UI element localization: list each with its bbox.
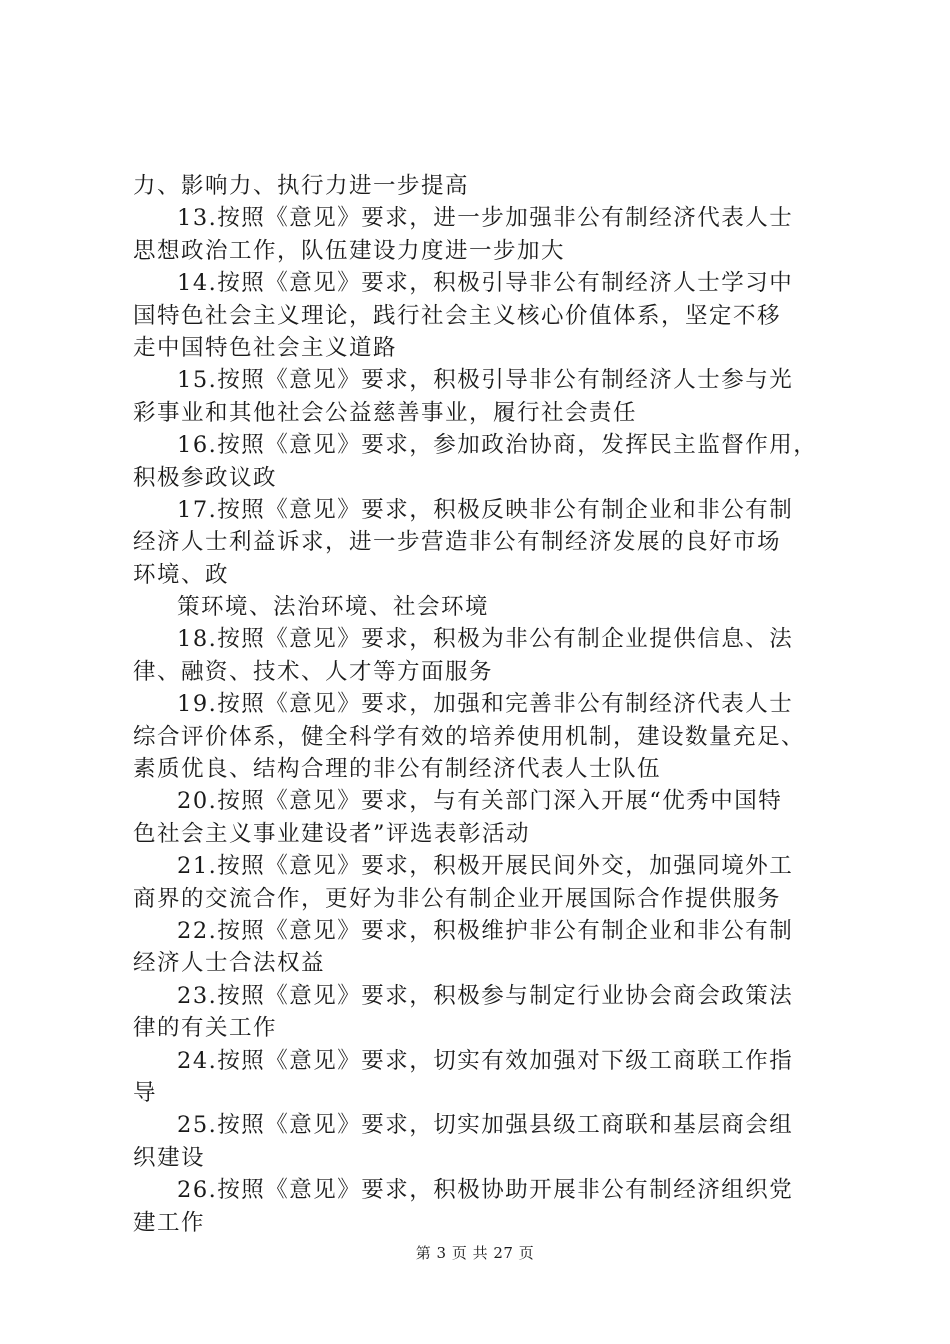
text-line: 23.按照《意见》要求，积极参与制定行业协会商会政策法 [177, 982, 794, 1009]
text-line: 25.按照《意见》要求，切实加强县级工商联和基层商会组 [177, 1112, 794, 1139]
text-line: 彩事业和其他社会公益慈善事业，履行社会责任 [133, 399, 638, 426]
text-line: 力、影响力、执行力进一步提高 [133, 173, 470, 199]
text-line: 国特色社会主义理论，践行社会主义核心价值体系，坚定不移 [133, 302, 782, 329]
text-line: 经济人士合法权益 [133, 950, 326, 977]
text-line: 律、融资、技术、人才等方面服务 [133, 658, 494, 685]
text-line: 13.按照《意见》要求，进一步加强非公有制经济代表人士 [177, 205, 794, 232]
page-footer: 第 3 页 共 27 页 [415, 1244, 535, 1262]
text-line: 18.按照《意见》要求，积极为非公有制企业提供信息、法 [177, 626, 794, 653]
text-line: 22.按照《意见》要求，积极维护非公有制企业和非公有制 [177, 917, 794, 944]
text-line: 策环境、法治环境、社会环境 [177, 594, 490, 621]
text-line: 织建设 [133, 1144, 206, 1171]
text-line: 积极参政议政 [133, 464, 278, 491]
text-line: 21.按照《意见》要求，积极开展民间外交，加强同境外工 [177, 853, 794, 880]
text-line: 环境、政 [133, 561, 230, 588]
text-line: 律的有关工作 [133, 1015, 278, 1042]
text-line: 17.按照《意见》要求，积极反映非公有制企业和非公有制 [177, 496, 794, 523]
text-line: 19.按照《意见》要求，加强和完善非公有制经济代表人士 [177, 691, 794, 718]
text-line: 26.按照《意见》要求，积极协助开展非公有制经济组织党 [177, 1177, 794, 1204]
text-line: 色社会主义事业建设者”评选表彰活动 [133, 820, 531, 847]
text-line: 20.按照《意见》要求，与有关部门深入开展“优秀中国特 [177, 788, 783, 815]
text-line: 走中国特色社会主义道路 [133, 334, 398, 361]
text-line: 导 [133, 1079, 158, 1106]
text-line: 16.按照《意见》要求，参加政治协商，发挥民主监督作用， [177, 432, 818, 459]
text-line: 15.按照《意见》要求，积极引导非公有制经济人士参与光 [177, 367, 794, 394]
text-line: 14.按照《意见》要求，积极引导非公有制经济人士学习中 [177, 270, 794, 297]
text-line: 商界的交流合作，更好为非公有制企业开展国际合作提供服务 [133, 885, 782, 912]
document-body [133, 170, 833, 1239]
text-line: 思想政治工作，队伍建设力度进一步加大 [133, 237, 566, 264]
text-line: 综合评价体系，健全科学有效的培养使用机制，建设数量充足、 [133, 723, 806, 750]
text-line: 素质优良、结构合理的非公有制经济代表人士队伍 [133, 756, 662, 783]
text-line: 建工作 [133, 1209, 206, 1236]
text-line: 经济人士利益诉求，进一步营造非公有制经济发展的良好市场 [133, 529, 782, 556]
text-line: 24.按照《意见》要求，切实有效加强对下级工商联工作指 [177, 1047, 794, 1074]
